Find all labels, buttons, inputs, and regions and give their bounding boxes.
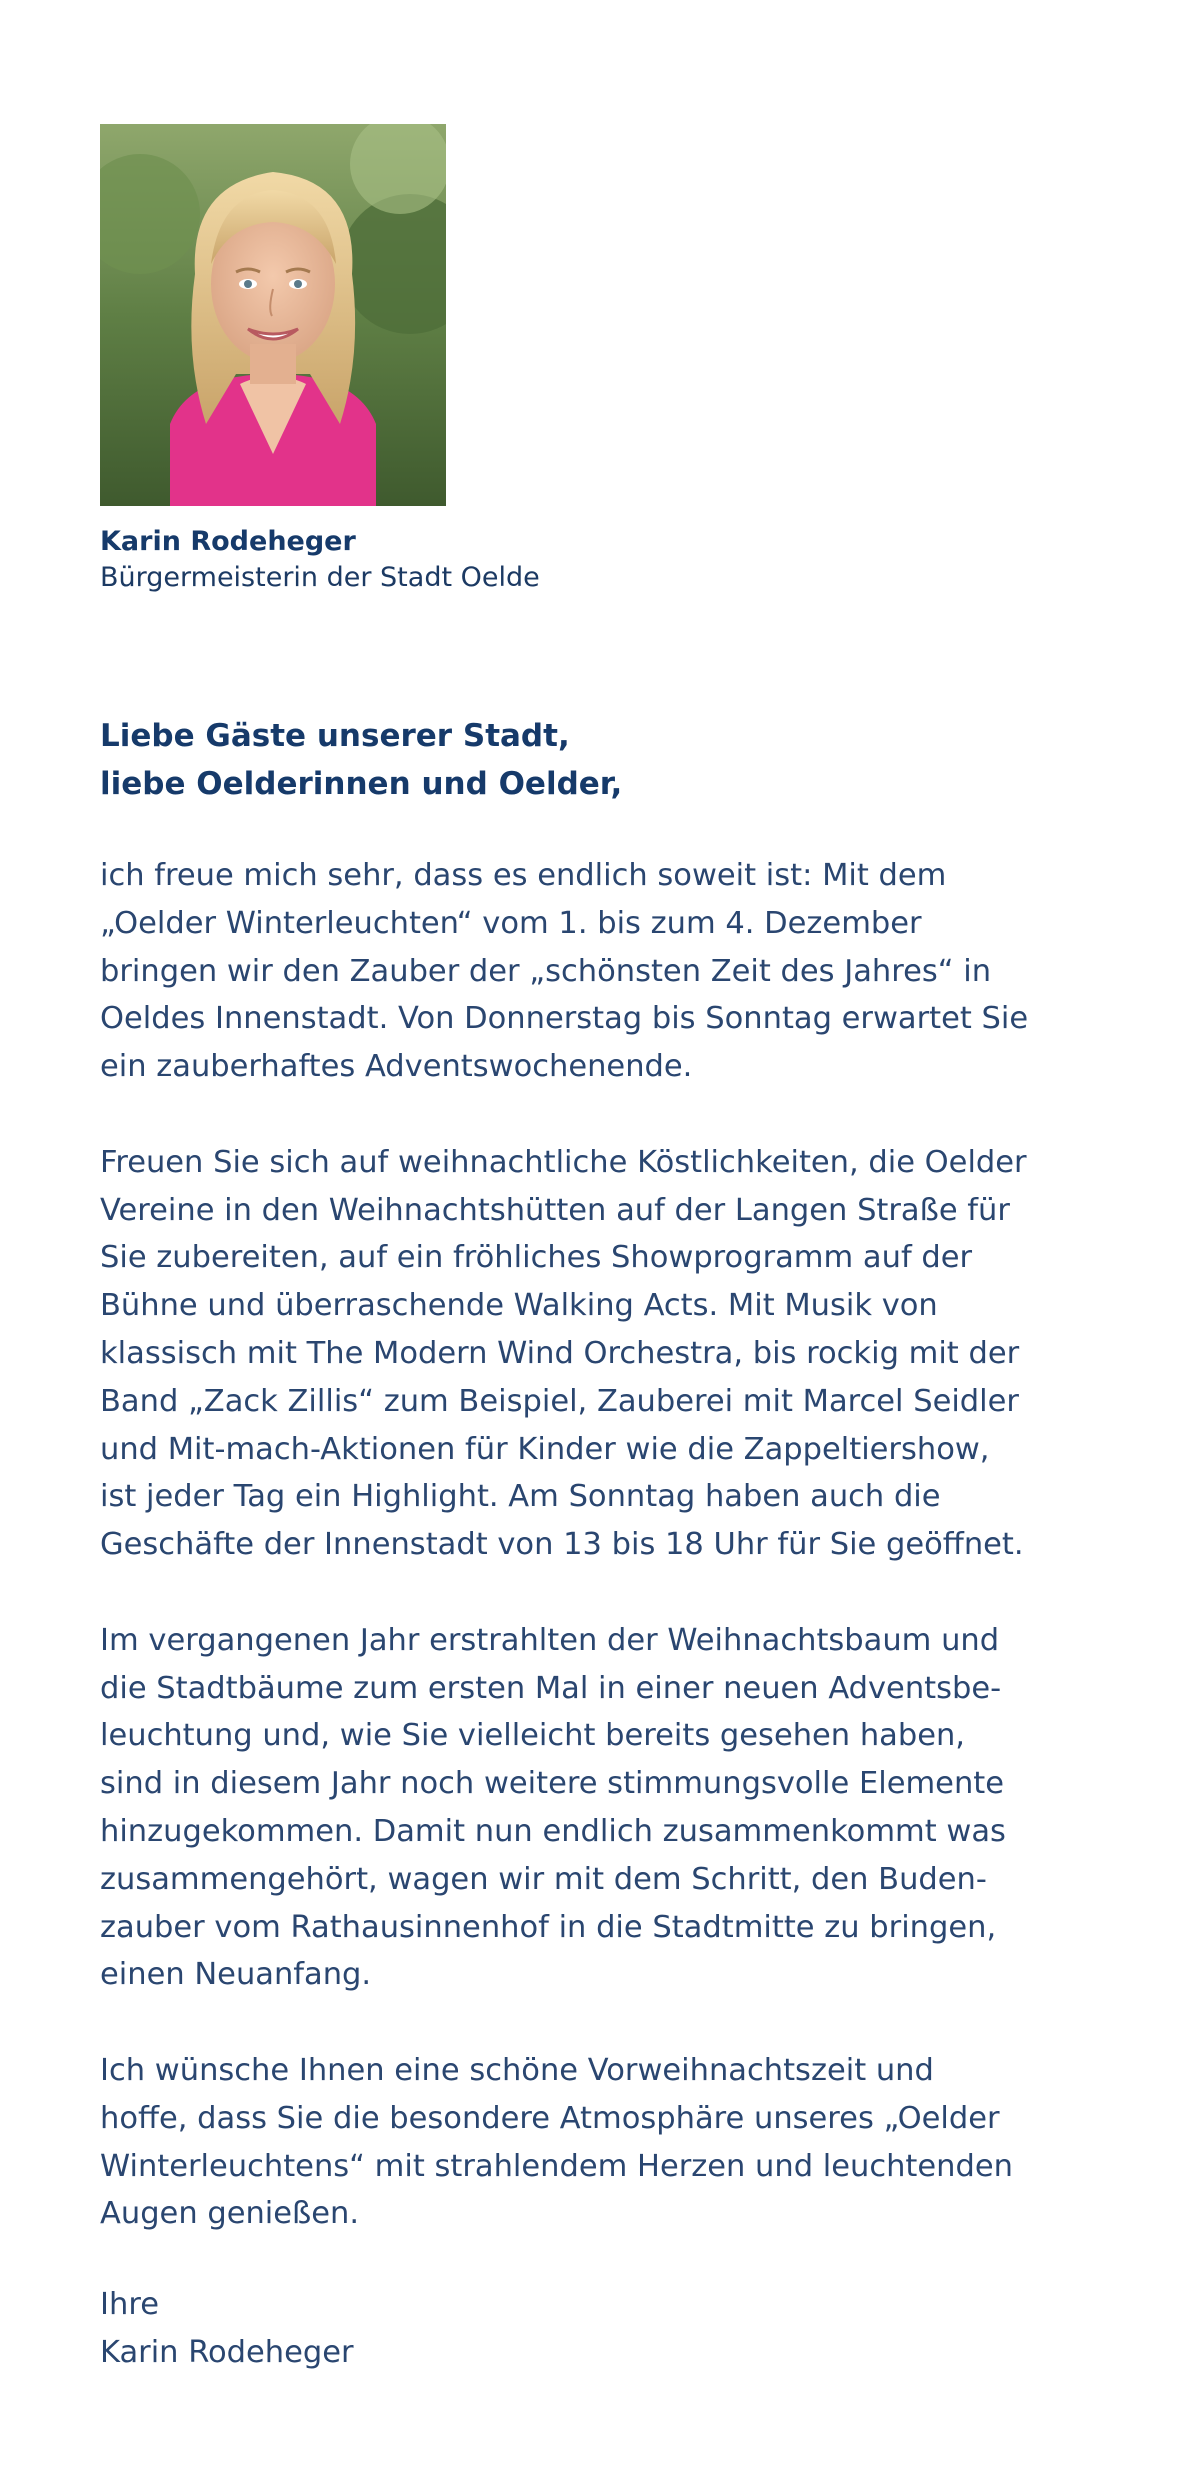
letter-body [100,852,1085,2286]
paragraph [100,1139,1085,1569]
paragraph [100,2047,1085,2238]
text-line: Ich wünsche Ihnen eine schöne Vorweihnachtszeit und [100,2052,934,2088]
text-line: hoffe, dass Sie die besondere Atmosphäre unseres „Oelder [100,2100,1000,2136]
text-line: Im vergangenen Jahr erstrahlten der Weihnachtsbaum und [100,1622,1000,1658]
text-line: Freuen Sie sich auf weihnachtliche Köstlichkeiten, die Oelder [100,1144,1027,1180]
text-line: Band „Zack Zillis“ zum Beispiel, Zauberei mit Marcel Seidler [100,1383,1019,1419]
text-line: hinzugekommen. Damit nun endlich zusammenkommt was [100,1813,1006,1849]
author-role: Bürgermeisterin der Stadt Oelde [100,562,540,593]
text-line: ich freue mich sehr, dass es endlich soweit ist: Mit dem [100,858,947,893]
text-line: bringen wir den Zauber der „schönsten Zeit des Jahres“ in [100,953,992,989]
text-line: einen Neuanfang. [100,1957,372,1993]
text-line: klassisch mit The Modern Wind Orchestra, bis rockig mit der [100,1335,1020,1371]
text-line: „Oelder Winterleuchten“ vom 1. bis zum 4. Dezember [100,905,922,941]
text-line: Geschäfte der Innenstadt von 13 bis 18 Uhr für Sie geöffnet. [100,1527,1024,1563]
text-line: Winterleuchtens“ mit strahlendem Herzen und leuchtenden [100,2148,1013,2184]
author-name: Karin Rodeheger [100,526,356,557]
text-line: die Stadtbäume zum ersten Mal in einer neuen Adventsbe- [100,1670,1002,1706]
portrait-photo [100,124,446,506]
text-line: und Mit-mach-Aktionen für Kinder wie die Zappeltiershow, [100,1431,990,1467]
text-line: ein zauberhaftes Adventswochenende. [100,1049,693,1085]
closing-greeting: Ihre [100,2287,159,2322]
paragraph [100,852,1085,1091]
text-line: Augen genießen. [100,2196,360,2232]
text-line: Oeldes Innenstadt. Von Donnerstag bis Sonntag erwartet Sie [100,1001,1029,1037]
text-line: Sie zubereiten, auf ein fröhliches Showprogramm auf der [100,1240,973,1276]
text-line: Bühne und überraschende Walking Acts. Mit Musik von [100,1288,938,1324]
salutation-line: Liebe Gäste unserer Stadt, [100,718,570,754]
text-line: ist jeder Tag ein Highlight. Am Sonntag haben auch die [100,1479,941,1515]
text-line: sind in diesem Jahr noch weitere stimmungsvolle Elemente [100,1766,1004,1802]
text-line: leuchtung und, wie Sie vielleicht bereits gesehen haben, [100,1718,966,1754]
salutation-line: liebe Oelderinnen und Oelder, [100,766,623,802]
paragraph [100,1617,1085,1999]
text-line: Vereine in den Weihnachtshütten auf der Langen Straße für [100,1192,1010,1228]
text-line: zauber vom Rathausinnenhof in die Stadtmitte zu bringen, [100,1909,997,1945]
closing-signature: Karin Rodeheger [100,2334,354,2370]
salutation [100,712,1080,808]
closing [100,2281,354,2377]
text-line: zusammengehört, wagen wir mit dem Schritt, den Buden- [100,1861,987,1897]
